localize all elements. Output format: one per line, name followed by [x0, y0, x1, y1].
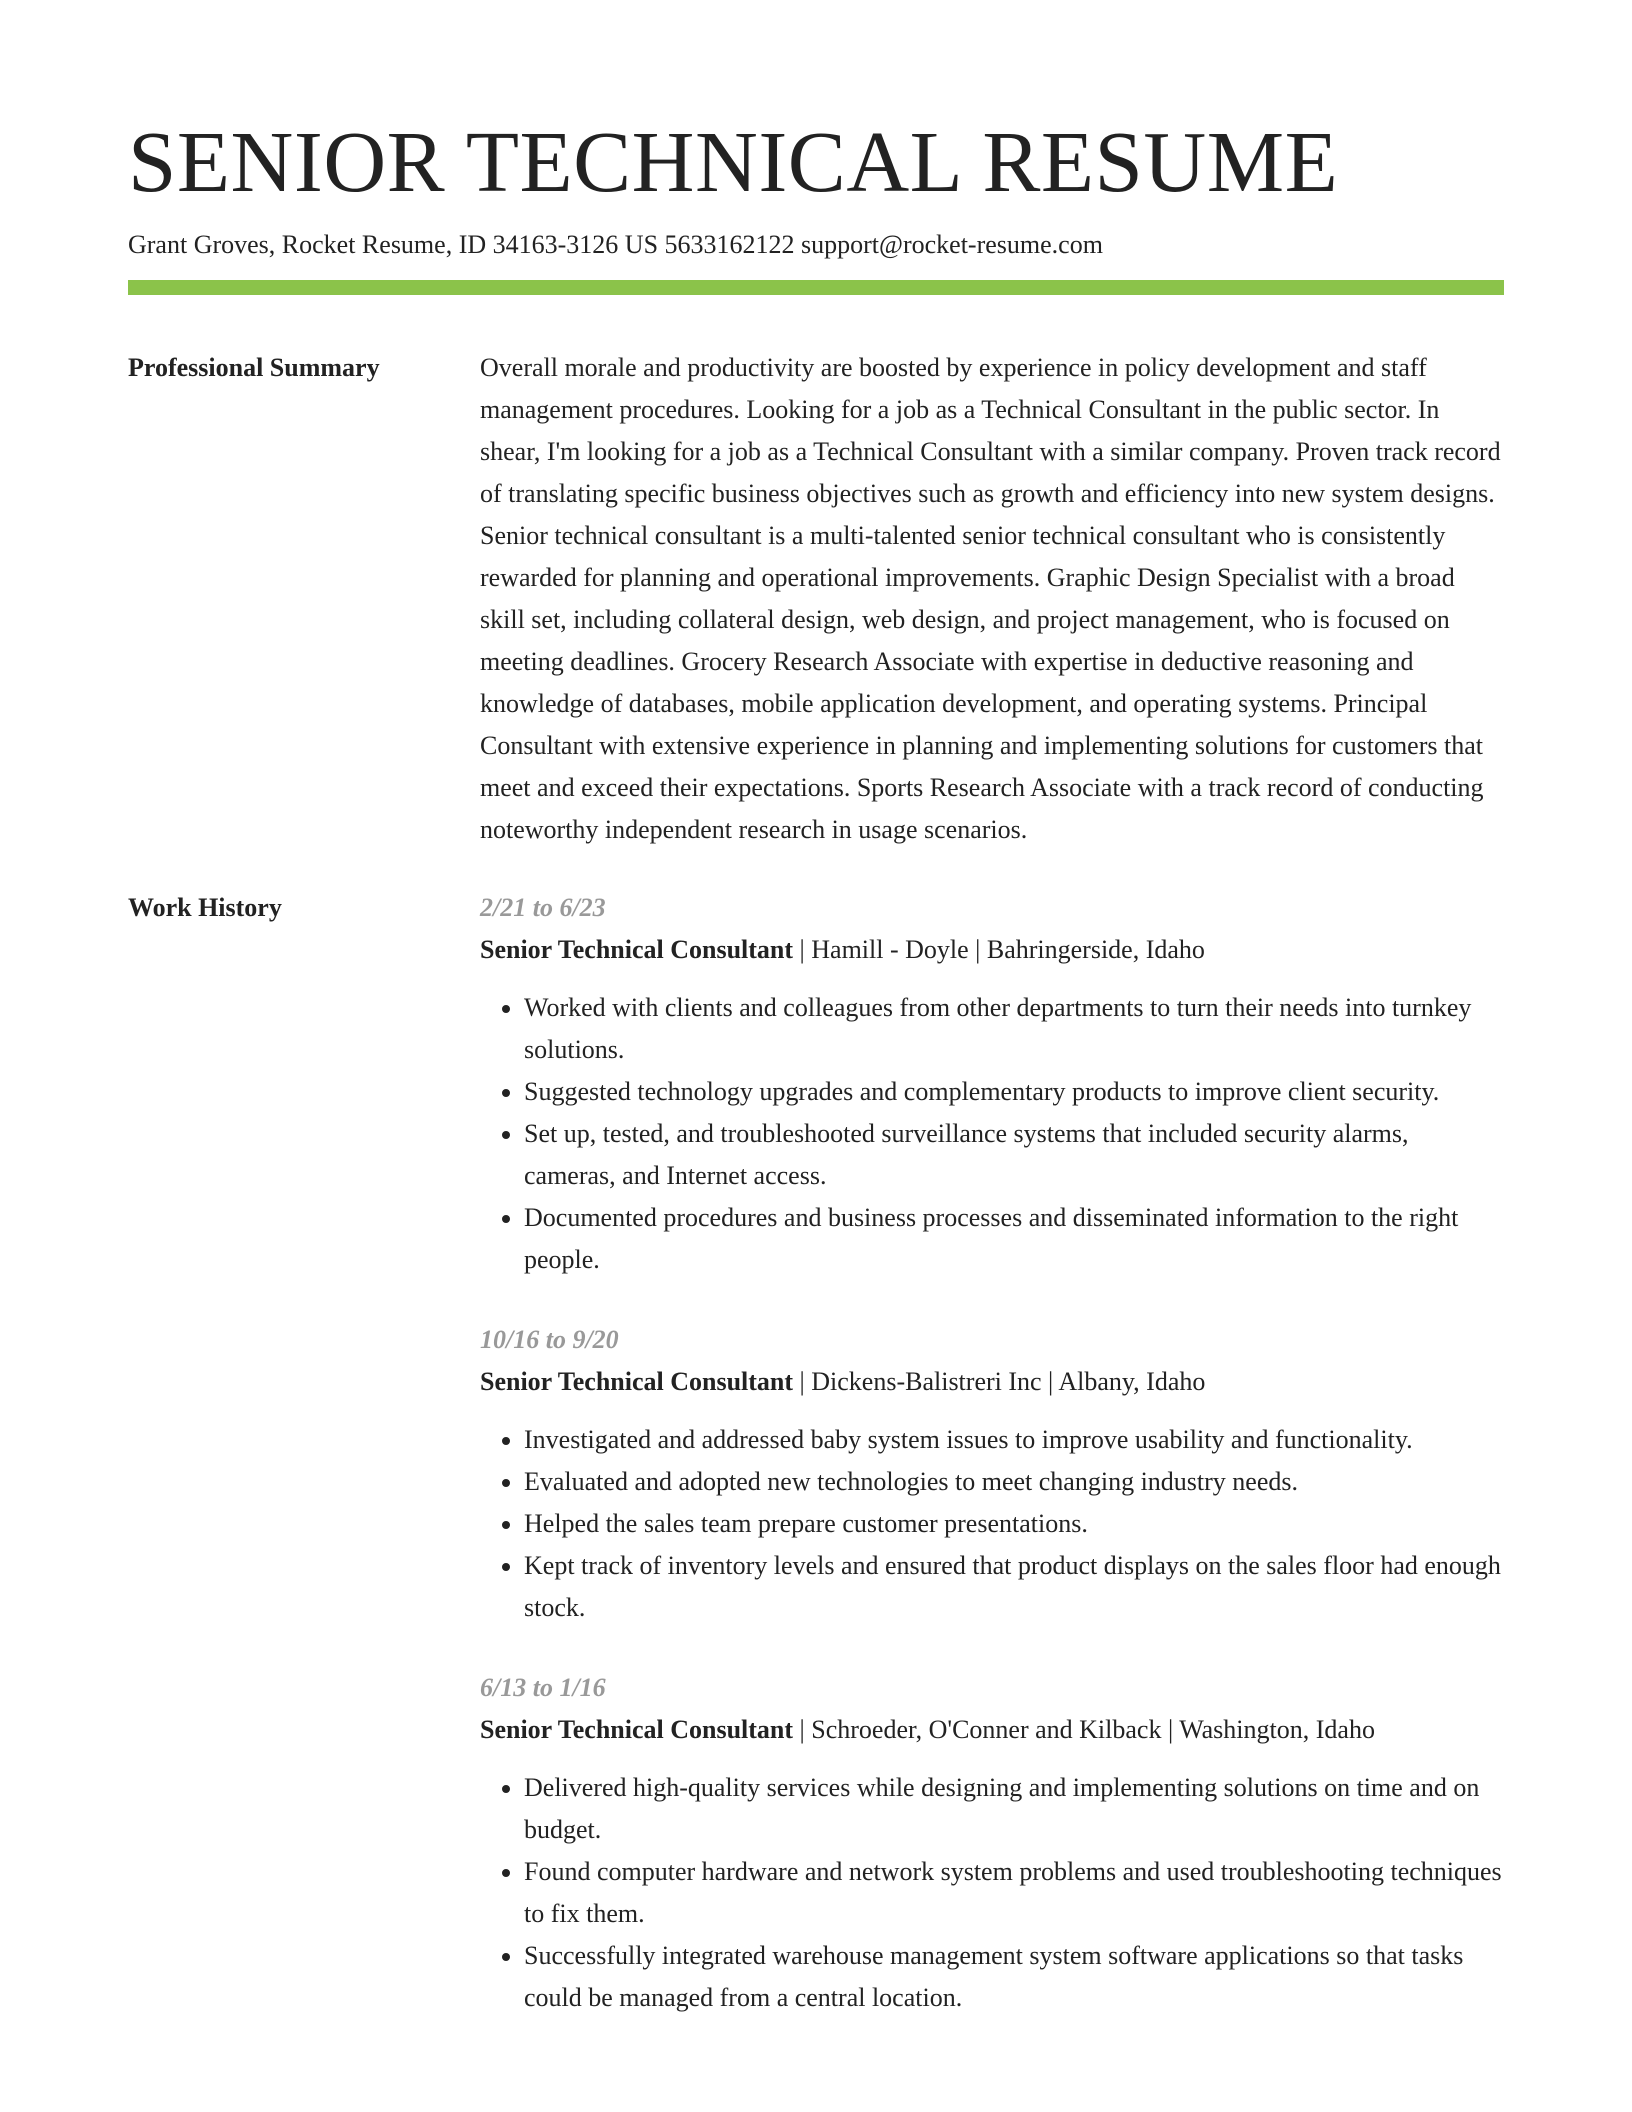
job-bullet: • Documented procedures and business processes and disseminated information to the right people. [524, 1197, 1504, 1281]
job-heading-line [480, 929, 1504, 971]
job-employer-location: | Dickens-Balistreri Inc | Albany, Idaho [793, 1367, 1206, 1397]
work-history-section [128, 887, 1504, 2057]
job-heading-line [480, 1361, 1504, 1403]
job-employer-location: | Schroeder, O'Conner and Kilback | Washington, Idaho [793, 1715, 1375, 1745]
accent-divider [128, 280, 1504, 295]
summary-heading: Professional Summary [128, 353, 380, 383]
job-bullet-list [480, 1767, 1504, 2019]
summary-section [128, 347, 1504, 851]
job-heading-line [480, 1709, 1504, 1751]
job-bullet: • Successfully integrated warehouse management system software applications so that tasks could be managed from a central location. [524, 1935, 1504, 2019]
job-bullet: • Set up, tested, and troubleshooted surveillance systems that included security alarms, cameras, and Internet access. [524, 1113, 1504, 1197]
job-title: Senior Technical Consultant [480, 935, 794, 965]
resume-title: SENIOR TECHNICAL RESUME [128, 113, 1339, 210]
contact-line: Grant Groves, Rocket Resume, ID 34163-3126 US 5633162122 support@rocket-resume.com [128, 230, 1103, 259]
job-bullet: • Suggested technology upgrades and complementary products to improve client security. [524, 1071, 1504, 1113]
job-bullet: • Found computer hardware and network system problems and used troubleshooting techniques to fix them. [524, 1851, 1504, 1935]
summary-text: Overall morale and productivity are boosted by experience in policy development and staff management procedures. Looking for a job as a Technical Consultant in the public sector. In shear, I'm looking for a job as a Technical Consultant with a similar company. Proven track record of translating specific business objectives such as growth and efficiency into new system designs. Senior technical consultant is a multi-talented senior technical consultant who is consistently rewarded for planning and operational improvements. Graphic Design Specialist with a broad skill set, including collateral design, web design, and project management, who is focused on meeting deadlines. Grocery Research Associate with expertise in deductive reasoning and knowledge of databases, mobile application development, and operating systems. Principal Consultant with extensive experience in planning and implementing solutions for customers that meet and exceed their expectations. Sports Research Associate with a track record of conducting noteworthy independent research in usage scenarios. [480, 353, 1501, 845]
summary-body [480, 347, 1504, 851]
job-bullet: • Evaluated and adopted new technologies to meet changing industry needs. [524, 1461, 1504, 1503]
job-entry [480, 887, 1504, 1281]
job-bullet-list [480, 1419, 1504, 1629]
work-history-body [480, 887, 1504, 2057]
resume-page [128, 113, 1504, 2057]
job-entry [480, 1667, 1504, 2019]
work-history-heading: Work History [128, 893, 282, 923]
job-bullet: • Kept track of inventory levels and ensured that product displays on the sales floor had enough stock. [524, 1545, 1504, 1629]
job-bullet: • Helped the sales team prepare customer presentations. [524, 1503, 1504, 1545]
job-bullet: • Investigated and addressed baby system issues to improve usability and functionality. [524, 1419, 1504, 1461]
job-bullet-list [480, 987, 1504, 1281]
job-employer-location: | Hamill - Doyle | Bahringerside, Idaho [793, 935, 1205, 965]
job-dates: 6/13 to 1/16 [480, 1673, 606, 1703]
job-dates: 10/16 to 9/20 [480, 1325, 619, 1355]
job-bullet: • Worked with clients and colleagues from other departments to turn their needs into turnkey solutions. [524, 987, 1504, 1071]
job-bullet: • Delivered high-quality services while designing and implementing solutions on time and on budget. [524, 1767, 1504, 1851]
job-title: Senior Technical Consultant [480, 1715, 794, 1745]
job-title: Senior Technical Consultant [480, 1367, 794, 1397]
job-dates: 2/21 to 6/23 [480, 893, 606, 923]
job-entry [480, 1319, 1504, 1629]
